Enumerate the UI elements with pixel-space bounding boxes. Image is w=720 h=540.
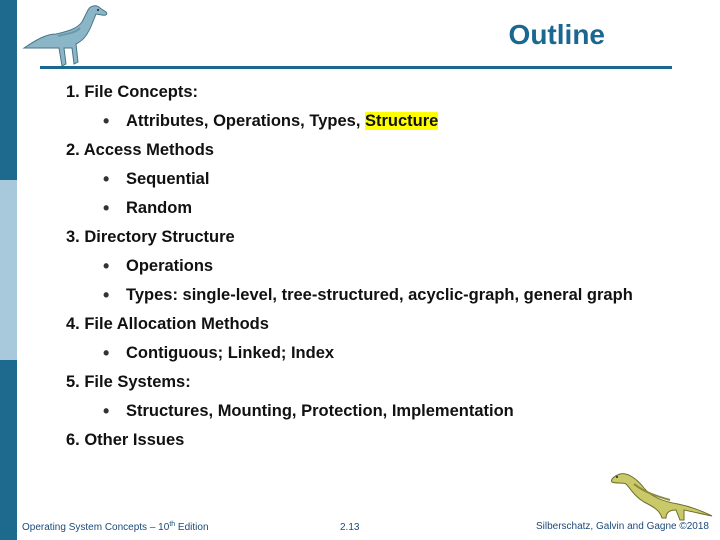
footer-page-number: 2.13 — [340, 522, 360, 533]
bullet-icon: • — [103, 401, 110, 421]
bullet-text: Operations — [126, 257, 214, 275]
bullet-text: Contiguous; Linked; Index — [126, 344, 335, 362]
bullet-icon: • — [103, 343, 110, 363]
bullet-icon: • — [103, 111, 110, 131]
dinosaur-logo-icon — [22, 4, 112, 70]
outline-bullet — [66, 254, 706, 283]
outline-list — [66, 80, 706, 457]
dinosaur-footer-icon — [604, 458, 714, 524]
outline-bullet — [66, 341, 706, 370]
bullet-icon: • — [103, 169, 110, 189]
outline-section: 5. File Systems: — [66, 373, 191, 391]
bullet-text: Structures, Mounting, Protection, Implementation — [126, 402, 514, 420]
outline-section: 1. File Concepts: — [66, 83, 199, 101]
left-accent-bar — [0, 0, 17, 540]
footer-book-title — [22, 521, 209, 533]
footer-book-title-text: Operating System Concepts – 10 — [22, 522, 170, 533]
outline-section: 2. Access Methods — [66, 141, 214, 159]
bullet-icon: • — [103, 256, 110, 276]
outline-bullet — [66, 109, 706, 138]
slide-title: Outline — [508, 19, 605, 50]
bullet-text: Random — [126, 199, 192, 217]
bullet-text: Attributes, Operations, Types, — [126, 112, 365, 130]
outline-section: 6. Other Issues — [66, 431, 185, 449]
outline-section: 3. Directory Structure — [66, 228, 235, 246]
bullet-icon: • — [103, 198, 110, 218]
highlighted-term: Structure — [364, 112, 439, 130]
bullet-text: Types: single-level, tree-structured, acyclic-graph, general graph — [126, 286, 633, 304]
footer-edition-sup: th — [169, 521, 176, 528]
footer-authors: Silberschatz, Galvin and Gagne ©2018 — [535, 521, 709, 532]
footer-edition-text: Edition — [175, 522, 209, 533]
outline-bullet — [66, 283, 706, 312]
outline-bullet — [66, 167, 706, 196]
title-rule — [40, 66, 672, 69]
outline-section: 4. File Allocation Methods — [66, 315, 269, 333]
outline-bullet — [66, 399, 706, 428]
outline-bullet — [66, 196, 706, 225]
bullet-icon: • — [103, 285, 110, 305]
bullet-text: Sequential — [126, 170, 210, 188]
